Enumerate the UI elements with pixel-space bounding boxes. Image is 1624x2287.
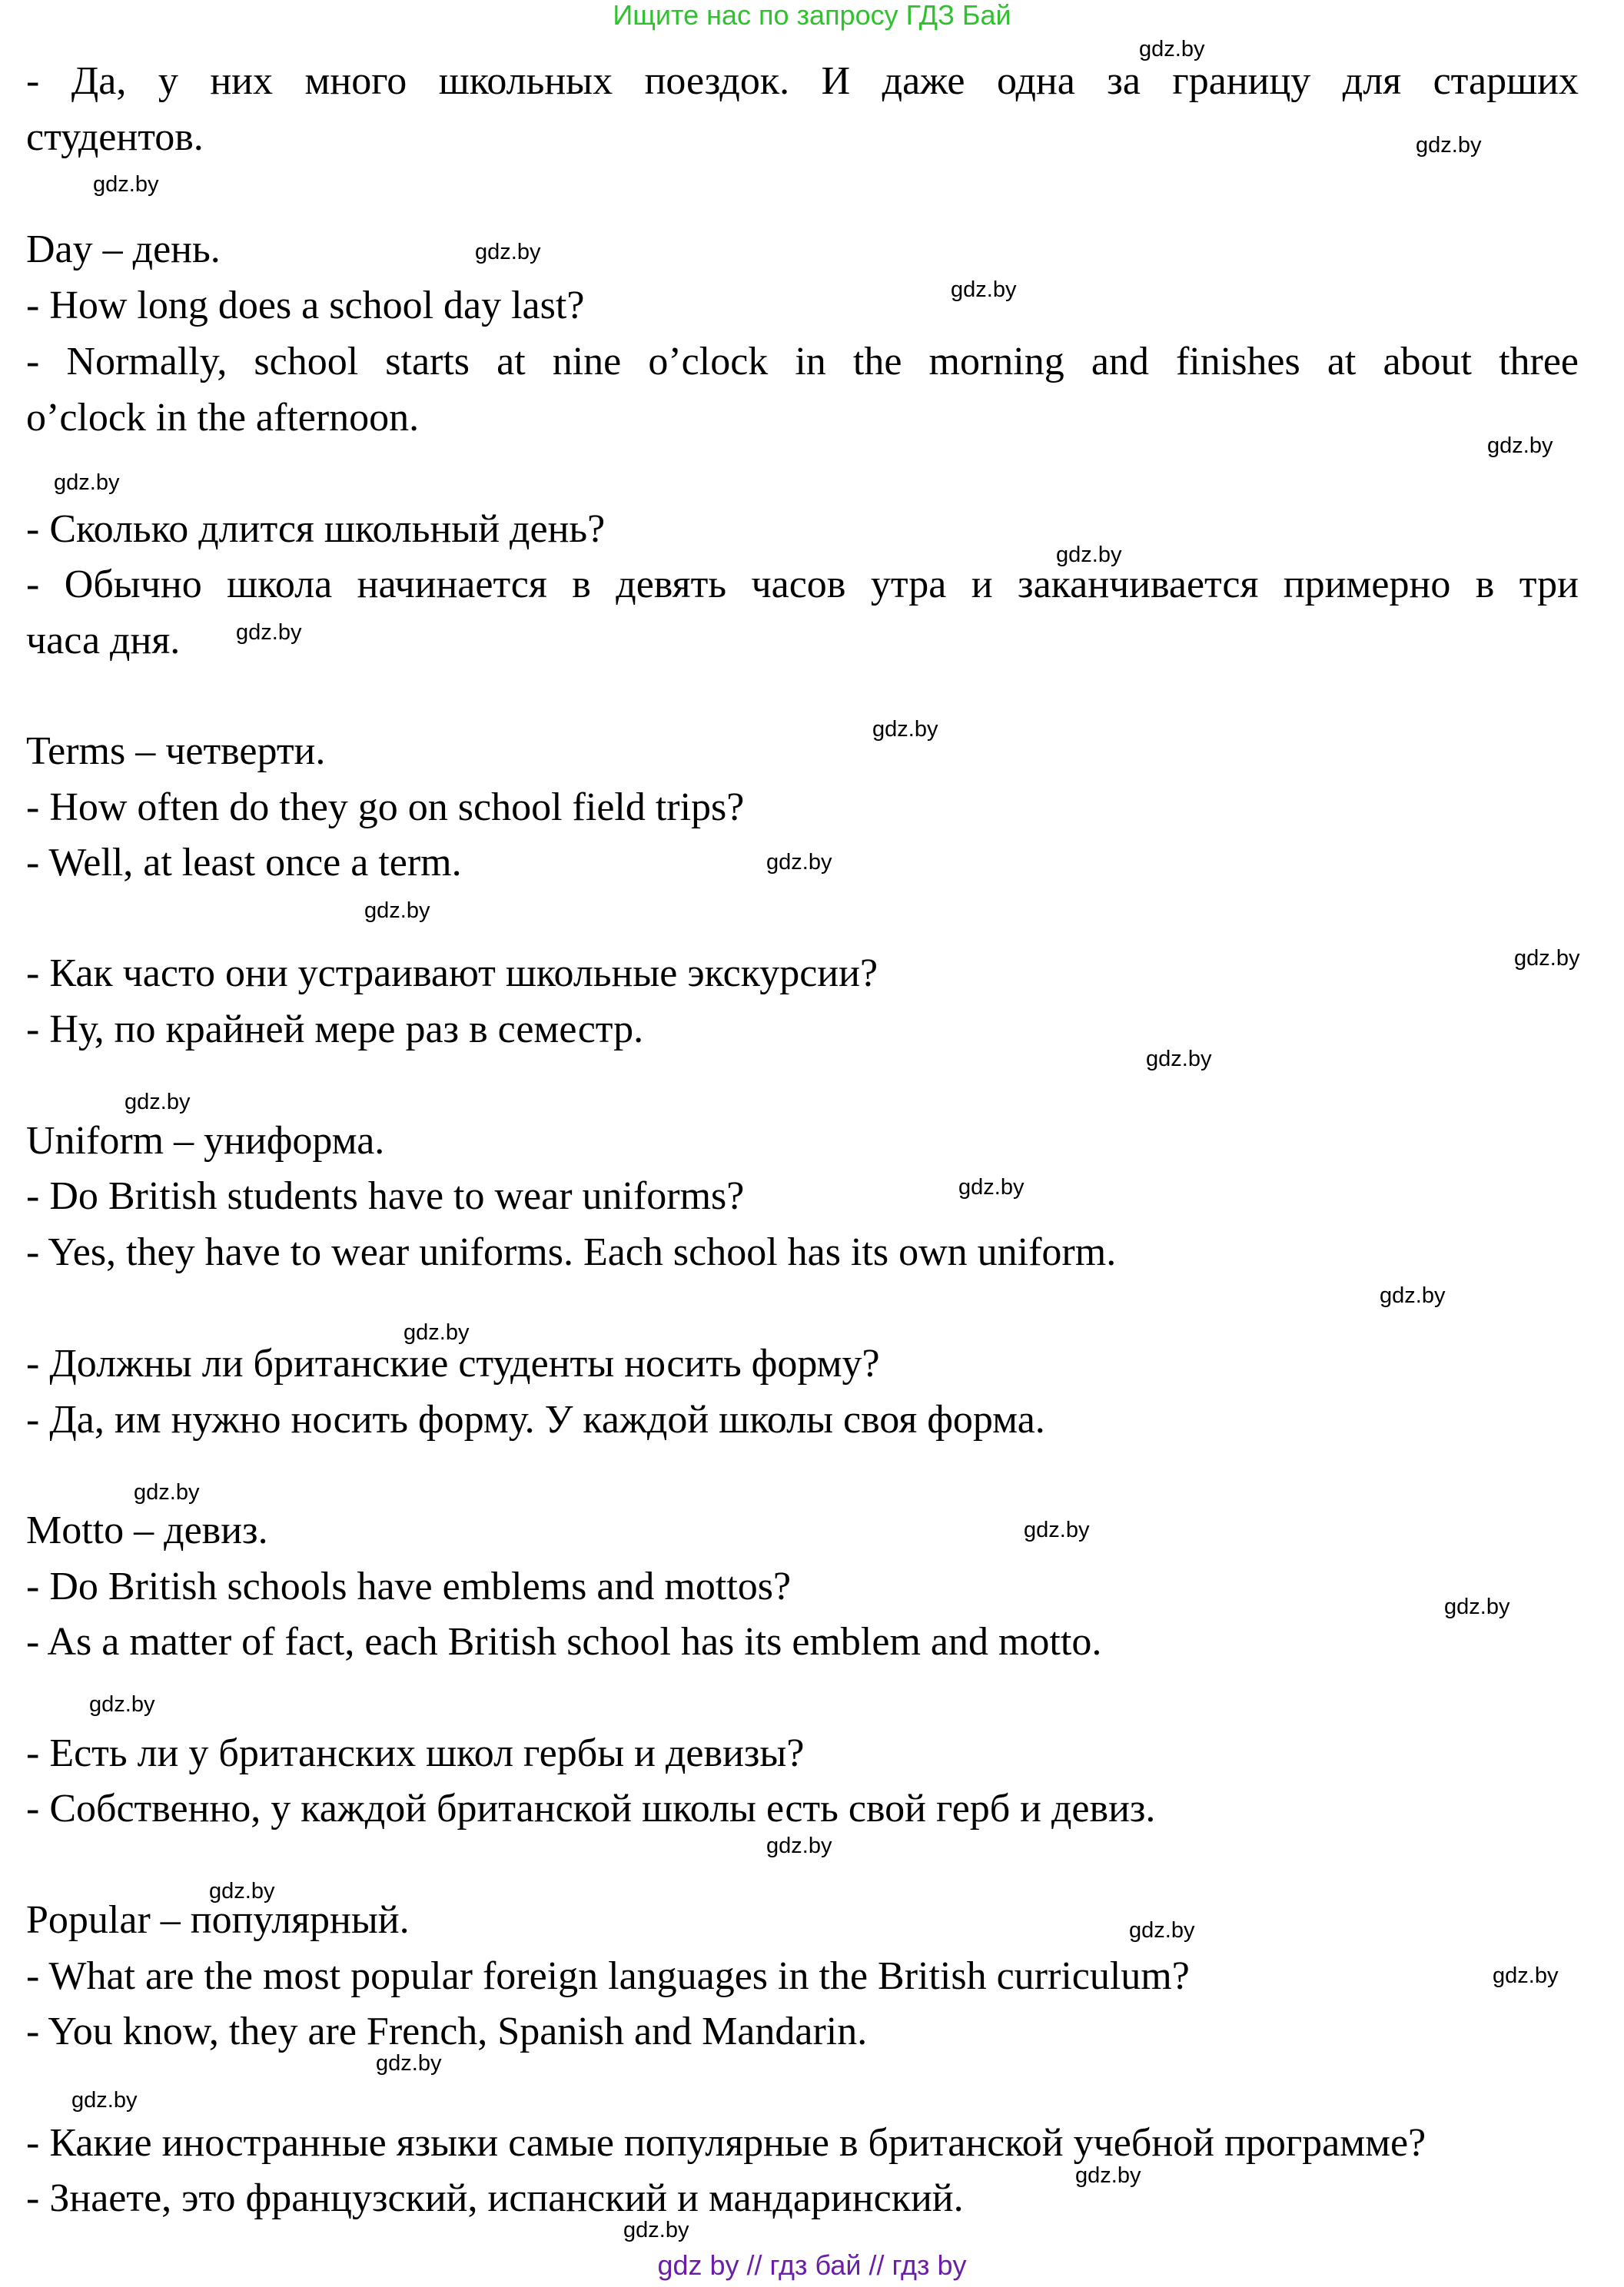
section-heading-day: Day – день. xyxy=(26,227,221,271)
watermark: gdz.by xyxy=(71,2088,138,2113)
text-line: - Well, at least once a term. xyxy=(26,841,462,885)
watermark: gdz.by xyxy=(1056,543,1122,567)
section-heading-terms: Terms – четверти. xyxy=(26,729,326,773)
text-line: - Есть ли у британских школ гербы и девизы? xyxy=(26,1731,805,1775)
watermark: gdz.by xyxy=(1514,946,1580,971)
watermark: gdz.by xyxy=(1380,1283,1446,1308)
section-heading-motto: Motto – девиз. xyxy=(26,1509,268,1552)
text-line: - Как часто они устраивают школьные экскурсии? xyxy=(26,951,878,995)
watermark: gdz.by xyxy=(404,1320,470,1345)
watermark: gdz.by xyxy=(766,850,832,875)
watermark: gdz.by xyxy=(872,717,938,742)
watermark: gdz.by xyxy=(1487,433,1553,458)
text-line: - You know, they are French, Spanish and Mandarin. xyxy=(26,2010,868,2053)
watermark: gdz.by xyxy=(236,620,302,645)
text-line: - Знаете, это французский, испанский и мандаринский. xyxy=(26,2176,964,2220)
text-line: - Yes, they have to wear uniforms. Each school has its own uniform. xyxy=(26,1230,1117,1274)
watermark: gdz.by xyxy=(1416,133,1482,158)
section-heading-uniform: Uniform – униформа. xyxy=(26,1119,385,1163)
text-line: - As a matter of fact, each British school has its emblem and motto. xyxy=(26,1620,1102,1664)
watermark: gdz.by xyxy=(1024,1518,1090,1542)
watermark: gdz.by xyxy=(125,1090,191,1114)
text-line: o’clock in the afternoon. xyxy=(26,396,420,440)
section-heading-popular: Popular – популярный. xyxy=(26,1898,410,1942)
text-line: - Normally, school starts at nine o’clock in the morning and finishes at about three xyxy=(26,340,1579,383)
watermark: gdz.by xyxy=(1075,2163,1141,2188)
watermark: gdz.by xyxy=(209,1879,275,1904)
watermark: gdz.by xyxy=(1146,1047,1212,1071)
watermark: gdz.by xyxy=(475,240,541,264)
text-line: - How long does a school day last? xyxy=(26,284,585,327)
text-line: студентов. xyxy=(26,115,204,159)
text-line: - Сколько длится школьный день? xyxy=(26,507,606,551)
watermark: gdz.by xyxy=(951,277,1017,302)
watermark: gdz.by xyxy=(1129,1918,1195,1943)
search-banner[interactable]: Ищите нас по запросу ГДЗ Бай xyxy=(613,0,1011,31)
text-line: - Да, им нужно носить форму. У каждой школы своя форма. xyxy=(26,1398,1045,1442)
text-line: - Ну, по крайней мере раз в семестр. xyxy=(26,1007,644,1051)
watermark: gdz.by xyxy=(89,1692,155,1717)
watermark: gdz.by xyxy=(93,172,159,197)
watermark: gdz.by xyxy=(134,1480,200,1505)
text-line: - Какие иностранные языки самые популярные в британской учебной программе? xyxy=(26,2121,1426,2165)
text-line: - How often do they go on school field trips? xyxy=(26,785,745,829)
watermark: gdz.by xyxy=(1493,1963,1559,1988)
watermark: gdz.by xyxy=(376,2051,442,2076)
footer-links[interactable]: gdz by // гдз бай // гдз by xyxy=(657,2249,967,2281)
watermark: gdz.by xyxy=(1139,37,1205,61)
text-line: - Собственно, у каждой британской школы есть свой герб и девиз. xyxy=(26,1787,1156,1831)
watermark: gdz.by xyxy=(1444,1595,1510,1619)
watermark: gdz.by xyxy=(623,2218,689,2242)
text-line: - Do British schools have emblems and mottos? xyxy=(26,1565,792,1608)
text-line: - What are the most popular foreign languages in the British curriculum? xyxy=(26,1954,1190,1998)
watermark: gdz.by xyxy=(766,1834,832,1858)
watermark: gdz.by xyxy=(364,898,430,923)
text-line: - Должны ли британские студенты носить форму? xyxy=(26,1342,880,1386)
text-line: часа дня. xyxy=(26,619,181,662)
watermark: gdz.by xyxy=(958,1175,1025,1200)
text-line: - Обычно школа начинается в девять часов утра и заканчивается примерно в три xyxy=(26,563,1579,606)
text-line: - Do British students have to wear uniforms? xyxy=(26,1174,745,1218)
watermark: gdz.by xyxy=(54,470,120,495)
text-line: - Да, у них много школьных поездок. И даже одна за границу для старших xyxy=(26,59,1579,103)
